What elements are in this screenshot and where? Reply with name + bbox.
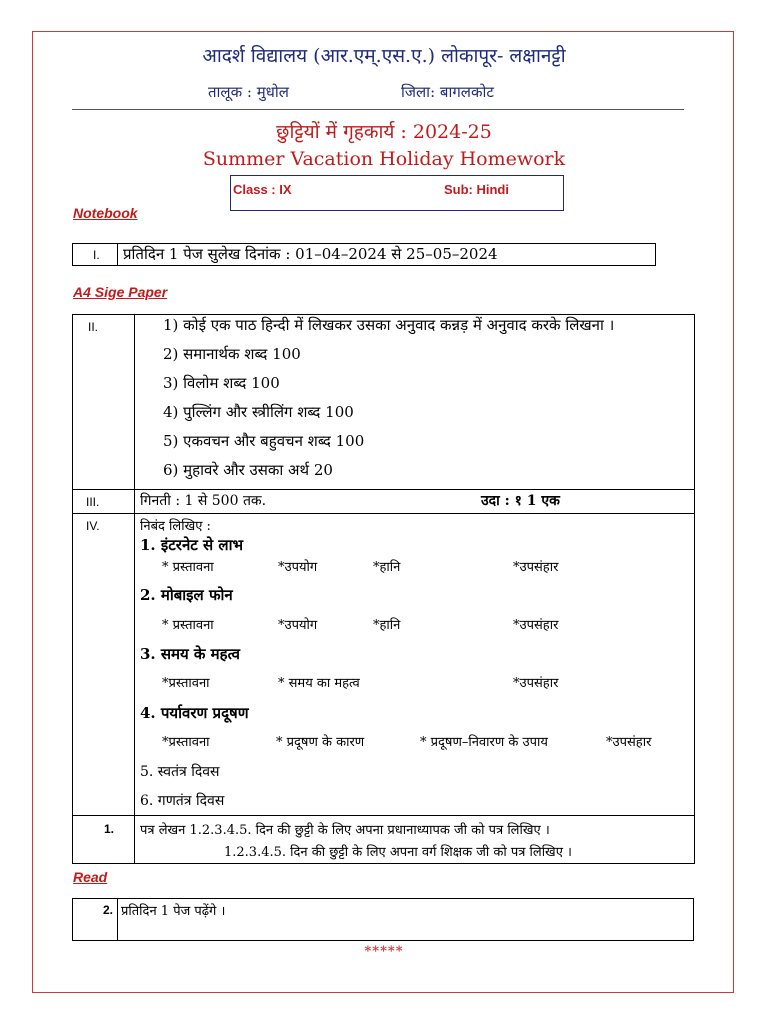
row4-intro: निबंद लिखिए : [140, 519, 211, 534]
essay-1-point-1: * प्रस्तावना [162, 560, 214, 575]
a4-heading: A4 Sige Paper [73, 284, 168, 300]
read-row-text: प्रतिदिन 1 पेज पढ़ेंगे । [121, 904, 226, 919]
row2-item-3: 3) विलोम शब्द 100 [163, 374, 280, 392]
header-divider [72, 109, 684, 110]
read-heading: Read [73, 869, 108, 885]
essay-1-point-2: *उपयोग [278, 560, 318, 575]
essay-5-title: 5. स्वतंत्र दिवस [140, 764, 220, 780]
row2-item-2: 2) समानार्थक शब्द 100 [163, 345, 301, 363]
notebook-heading: Notebook [73, 205, 138, 221]
essay-3-point-3: *उपसंहार [513, 676, 559, 691]
row5-number: 1. [104, 822, 115, 836]
essay-4-point-4: *उपसंहार [606, 735, 652, 750]
row3-number: III. [86, 495, 100, 509]
a4-row-divider-2 [72, 513, 695, 514]
essay-3-point-2: * समय का महत्व [278, 676, 360, 691]
row2-item-1: 1) कोई एक पाठ हिन्दी में लिखकर उसका अनुवाद कन्नड़ में अनुवाद करके लिखना । [163, 316, 615, 334]
a4-row-divider-3 [72, 815, 695, 816]
class-label: Class : IX [233, 182, 292, 197]
title-hindi: छुट्टियों में गृहकार्य : 2024-25 [276, 121, 492, 143]
a4-table-divider [134, 314, 135, 864]
title-english: Summer Vacation Holiday Homework [202, 148, 566, 170]
footer-stars: ***** [364, 944, 404, 959]
essay-2-point-1: * प्रस्तावना [162, 618, 214, 633]
a4-row-divider-1 [72, 489, 695, 490]
notebook-table-divider [117, 243, 118, 266]
essay-4-point-3: * प्रदूषण–निवारण के उपाय [420, 735, 548, 750]
notebook-row-number: I. [93, 248, 100, 262]
district-label: जिला: बागलकोट [401, 83, 494, 101]
essay-2-point-2: *उपयोग [278, 618, 318, 633]
essay-4-title: 4. पर्यावरण प्रदूषण [140, 704, 249, 722]
essay-2-title: 2. मोबाइल फोन [140, 586, 233, 604]
essay-3-point-1: *प्रस्तावना [162, 676, 210, 691]
essay-1-point-3: *हानि [373, 560, 401, 575]
read-row-number: 2. [103, 903, 114, 917]
essay-2-point-3: *हानि [373, 618, 401, 633]
school-name: आदर्श विद्यालय (आर.एम्.एस.ए.) लोकापूर- लक्षानट्टी [202, 45, 566, 67]
row3-example: उदा : १ 1 एक [481, 493, 560, 509]
essay-1-point-4: *उपसंहार [513, 560, 559, 575]
taluk-label: तालूक : मुधोल [208, 83, 289, 101]
row2-item-5: 5) एकवचन और बहुवचन शब्द 100 [163, 432, 365, 450]
essay-3-title: 3. समय के महत्व [140, 645, 240, 663]
letter-line-1: पत्र लेखन 1.2.3.4.5. दिन की छुट्टी के लिए अपना प्रधानाध्यापक जी को पत्र लिखिए । [140, 823, 550, 838]
row2-item-4: 4) पुल्लिंग और स्त्रीलिंग शब्द 100 [163, 403, 354, 421]
row2-item-6: 6) मुहावरे और उसका अर्थ 20 [163, 461, 333, 479]
row3-counting: गिनती : 1 से 500 तक. [140, 493, 267, 509]
letter-line-2: 1.2.3.4.5. दिन की छुट्टी के लिए अपना वर्ग शिक्षक जी को पत्र लिखिए । [224, 845, 572, 860]
subject-label: Sub: Hindi [444, 182, 509, 197]
essay-4-point-2: * प्रदूषण के कारण [276, 735, 365, 750]
essay-6-title: 6. गणतंत्र दिवस [140, 793, 225, 809]
row2-number: II. [88, 320, 99, 334]
read-table-divider [117, 898, 118, 941]
row4-number: IV. [86, 519, 100, 533]
essay-1-title: 1. इंटरनेट से लाभ [140, 536, 244, 554]
essay-4-point-1: *प्रस्तावना [162, 735, 210, 750]
notebook-row-text: प्रतिदिन 1 पेज सुलेख दिनांक : 01–04–2024 से 25–05–2024 [123, 245, 498, 263]
essay-2-point-4: *उपसंहार [513, 618, 559, 633]
